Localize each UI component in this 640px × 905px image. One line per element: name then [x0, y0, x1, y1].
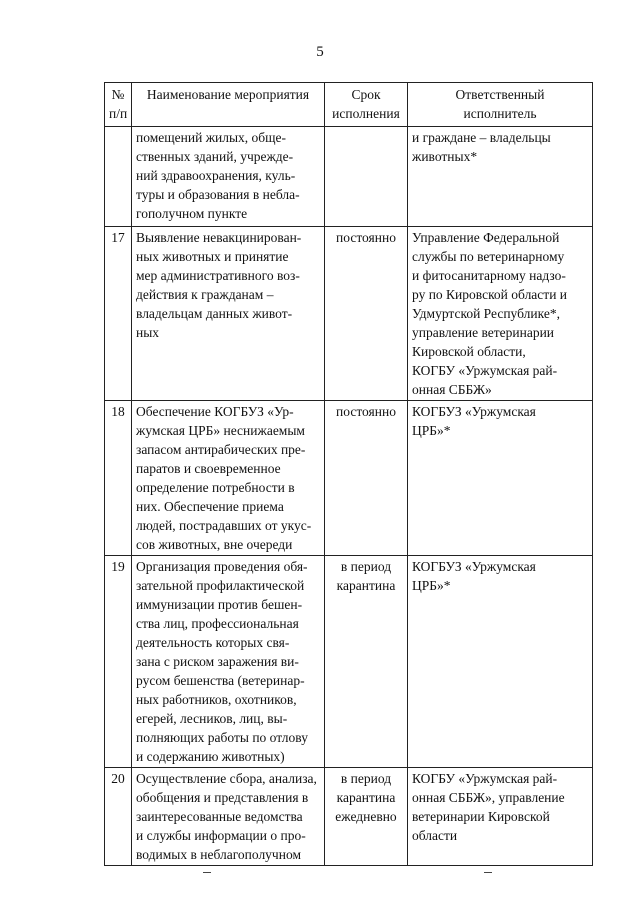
cell-line: ру по Кировской области и	[412, 287, 568, 302]
cell-line: ЦРБ»*	[412, 578, 451, 593]
cell-line: постоянно	[336, 230, 396, 245]
cell-line: онная СББЖ»	[412, 382, 492, 397]
cell-line: и службы информации о про-	[136, 828, 306, 843]
cell-line: в период	[340, 771, 392, 786]
cell-line: действия к гражданам –	[136, 287, 274, 302]
cell-line: ственных зданий, учрежде-	[136, 149, 294, 164]
cell-line: егерей, лесников, лиц, вы-	[136, 711, 288, 726]
cell-line: исполнения	[332, 106, 400, 121]
cell-line: паратов и своевременное	[136, 461, 281, 476]
cell-line: карантина	[336, 790, 396, 805]
cell-line: Кировской области,	[412, 344, 526, 359]
cell-line: исполнитель	[463, 106, 537, 121]
cell-line: постоянно	[336, 404, 396, 419]
cell-line: области	[412, 828, 458, 843]
cell-line: Осуществление сбора, анализа,	[136, 771, 317, 786]
row-deadline	[325, 227, 408, 401]
cell-line: водимых в неблагополучном	[136, 847, 301, 862]
cell-line: туры и образования в небла-	[136, 187, 300, 202]
cell-line: КОГБУЗ «Уржумская	[412, 404, 536, 419]
cell-line: зана с риском заражения ви-	[136, 654, 299, 669]
row-responsible	[408, 556, 593, 768]
row-measure	[132, 227, 325, 401]
table-header-row	[105, 83, 593, 127]
cell-line: в период	[340, 559, 392, 574]
cell-line: помещений жилых, обще-	[136, 130, 287, 145]
cell-line: КОГБУ «Уржумская рай-	[412, 363, 558, 378]
table-row	[105, 127, 593, 227]
table-row	[105, 556, 593, 768]
cell-line: Организация проведения обя-	[136, 559, 308, 574]
cell-line: п/п	[109, 106, 128, 121]
row-measure	[132, 401, 325, 556]
cell-line: ветеринарии Кировской	[412, 809, 550, 824]
cell-line: людей, пострадавших от укус-	[136, 518, 312, 533]
cell-line: и содержанию животных)	[136, 749, 285, 764]
row-responsible	[408, 127, 593, 227]
cell-line: ЦРБ»*	[412, 423, 451, 438]
cell-line: заинтересованные ведомства	[136, 809, 303, 824]
cell-line: ний здравоохранения, куль-	[136, 168, 296, 183]
cell-line: Наименование мероприятия	[146, 87, 310, 102]
cell-line: №	[111, 87, 125, 102]
row-measure	[132, 127, 325, 227]
page-number: 5	[316, 44, 324, 60]
row-responsible	[408, 227, 593, 401]
cell-line: жумская ЦРБ» неснижаемым	[136, 423, 305, 438]
row-deadline	[325, 127, 408, 227]
row-number: 20	[105, 768, 132, 866]
row-deadline	[325, 401, 408, 556]
cell-line: Выявление невакцинирован-	[136, 230, 302, 245]
table-row	[105, 768, 593, 866]
cell-line: ных животных и принятие	[136, 249, 289, 264]
cell-line: ных работников, охотников,	[136, 692, 297, 707]
cell-line: Управление Федеральной	[412, 230, 560, 245]
cell-line: деятельность которых свя-	[136, 635, 290, 650]
row-responsible	[408, 401, 593, 556]
header-num	[105, 83, 132, 127]
cell-line: мер административного воз-	[136, 268, 300, 283]
header-name	[132, 83, 325, 127]
cell-line: ежедневно	[335, 809, 397, 824]
cell-line: обобщения и представления в	[136, 790, 309, 805]
row-number: 17	[105, 227, 132, 401]
row-number: 18	[105, 401, 132, 556]
cell-line: ства лиц, профессиональная	[136, 616, 299, 631]
row-deadline	[325, 768, 408, 866]
cell-line: службы по ветеринарному	[412, 249, 565, 264]
row-measure	[132, 556, 325, 768]
cell-line: определение потребности в	[136, 480, 295, 495]
cell-line: Срок	[351, 87, 381, 102]
cell-line: Ответственный	[455, 87, 545, 102]
cell-line: владельцам данных живот-	[136, 306, 293, 321]
scan-mark	[484, 872, 492, 873]
table-row	[105, 401, 593, 556]
cell-line: Удмуртской Республике*,	[412, 306, 560, 321]
cell-line: КОГБУЗ «Уржумская	[412, 559, 536, 574]
header-responsible	[408, 83, 593, 127]
cell-line: иммунизации против бешен-	[136, 597, 303, 612]
cell-line: животных*	[412, 149, 478, 164]
measures-table	[104, 82, 593, 866]
cell-line: управление ветеринарии	[412, 325, 555, 340]
table-row	[105, 227, 593, 401]
cell-line: сов животных, вне очереди	[136, 537, 293, 552]
cell-line: Обеспечение КОГБУЗ «Ур-	[136, 404, 294, 419]
row-deadline	[325, 556, 408, 768]
row-responsible	[408, 768, 593, 866]
cell-line: карантина	[336, 578, 396, 593]
cell-line: и граждане – владельцы	[412, 130, 551, 145]
cell-line: запасом антирабических пре-	[136, 442, 306, 457]
cell-line: и фитосанитарному надзо-	[412, 268, 566, 283]
cell-line: них. Обеспечение приема	[136, 499, 284, 514]
cell-line: гополучном пункте	[136, 206, 248, 221]
cell-line: ных	[136, 325, 160, 340]
row-number: 19	[105, 556, 132, 768]
cell-line: полняющих работы по отлову	[136, 730, 308, 745]
cell-line: русом бешенства (ветеринар-	[136, 673, 305, 688]
row-number	[105, 127, 132, 227]
row-measure	[132, 768, 325, 866]
cell-line: зательной профилактической	[136, 578, 305, 593]
header-deadline	[325, 83, 408, 127]
scan-mark	[203, 872, 211, 873]
cell-line: КОГБУ «Уржумская рай-	[412, 771, 558, 786]
cell-line: онная СББЖ», управление	[412, 790, 565, 805]
